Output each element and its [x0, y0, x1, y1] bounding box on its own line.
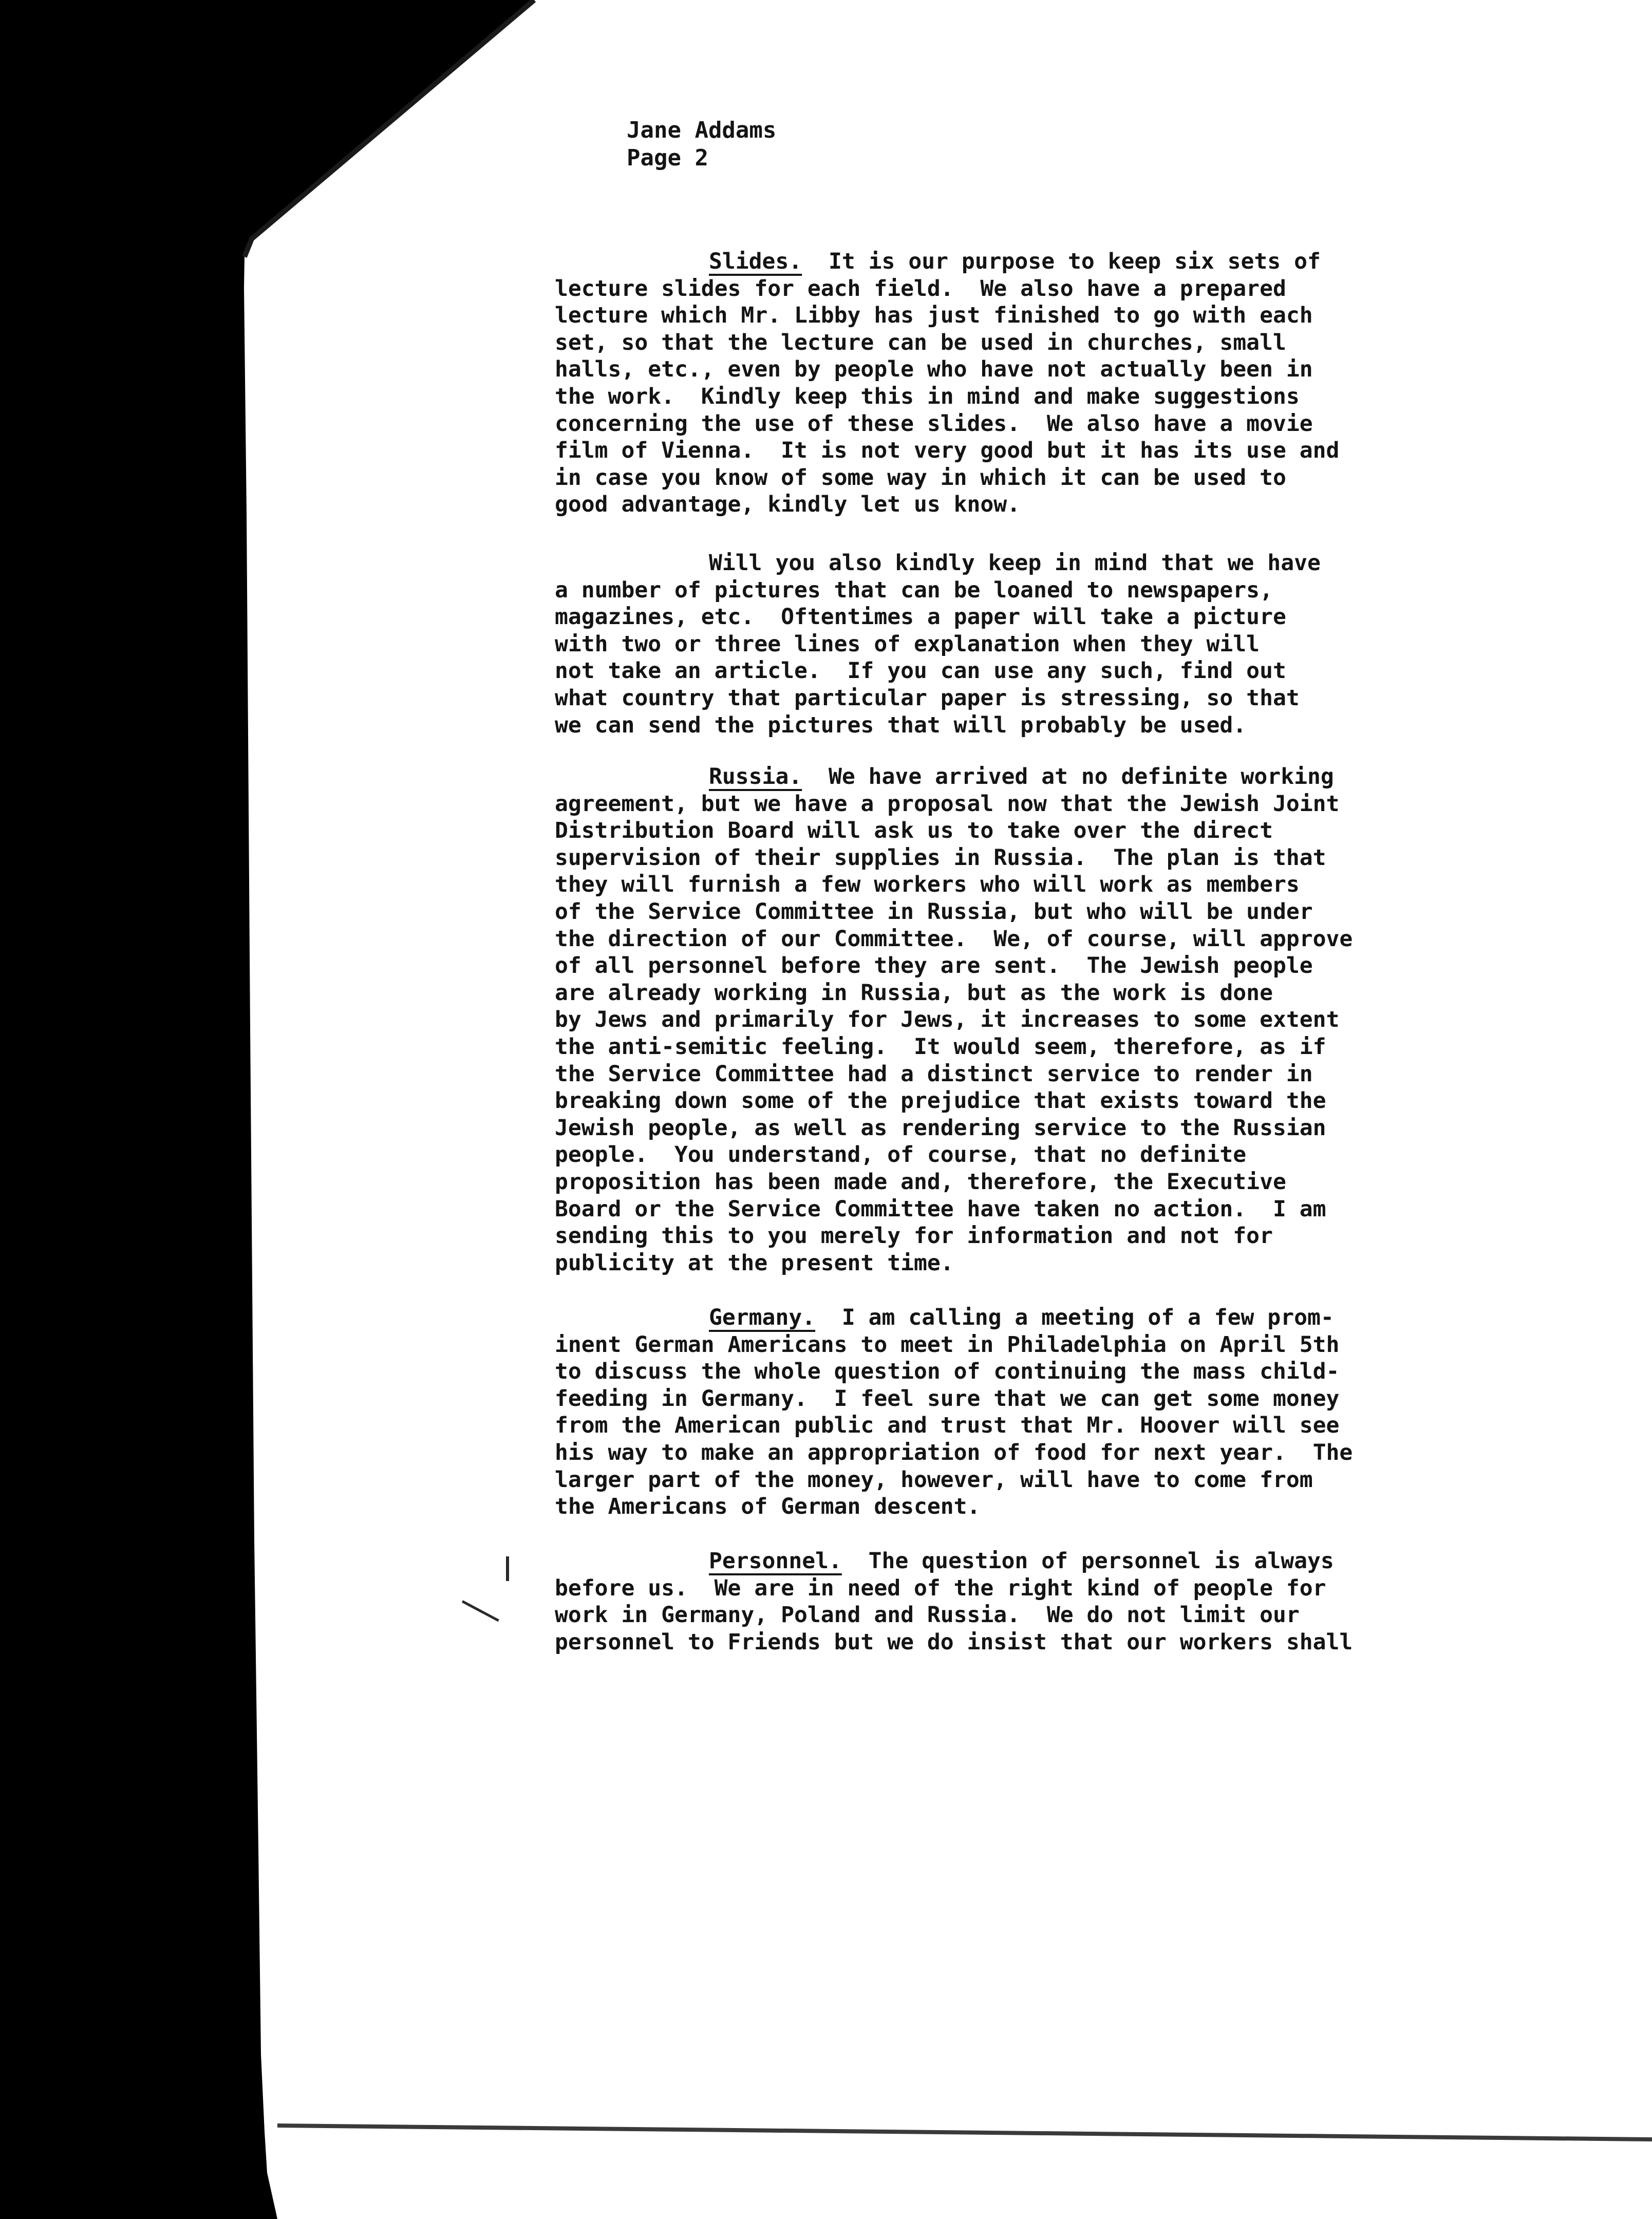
paragraph-line: halls, etc., even by people who have not actually been in: [555, 356, 1313, 382]
paragraph-line: with two or three lines of explanation when they will: [555, 631, 1260, 657]
paragraph-first-line: [709, 766, 1334, 788]
paragraph-line: publicity at the present time.: [555, 1250, 954, 1276]
paragraph-line: a number of pictures that can be loaned to newspapers,: [555, 577, 1273, 603]
paragraph-line: lecture slides for each field. We also have a prepared: [555, 276, 1286, 302]
paragraph-first-line: [709, 552, 1321, 574]
paragraph-line: work in Germany, Poland and Russia. We do not limit our: [555, 1602, 1300, 1628]
paragraph-line: agreement, but we have a proposal now that the Jewish Joint: [555, 791, 1340, 817]
paragraph-line: supervision of their supplies in Russia. The plan is that: [555, 845, 1326, 871]
paragraph-line: we can send the pictures that will probably be used.: [555, 712, 1247, 738]
paragraph-line: lecture which Mr. Libby has just finished to go with each: [555, 303, 1313, 328]
recipient-name: Jane Addams: [627, 117, 777, 143]
paragraph-line: good advantage, kindly let us know.: [555, 492, 1021, 517]
paragraph-line: film of Vienna. It is not very good but it has its use and: [555, 438, 1340, 463]
section-heading: Germany.: [709, 1305, 816, 1330]
paragraph-line: of all personnel before they are sent. The Jewish people: [555, 953, 1313, 979]
paragraph-line: set, so that the lecture can be used in churches, small: [555, 330, 1286, 355]
paragraph-line: are already working in Russia, but as the work is done: [555, 980, 1273, 1006]
paragraph-line: Jewish people, as well as rendering service to the Russian: [555, 1115, 1326, 1141]
page-number: Page 2: [627, 145, 708, 171]
section-heading: Personnel.: [709, 1548, 842, 1574]
paragraph-text: Will you also kindly keep in mind that we have: [709, 550, 1321, 576]
paragraph-first-line: [709, 251, 1321, 273]
paragraph-line: of the Service Committee in Russia, but who will be under: [555, 899, 1313, 925]
paragraph-line: the work. Kindly keep this in mind and make suggestions: [555, 384, 1300, 409]
paragraph-line: the Service Committee had a distinct service to render in: [555, 1061, 1313, 1087]
paragraph-line: inent German Americans to meet in Philadelphia on April 5th: [555, 1332, 1340, 1358]
paragraph-text: We have arrived at no definite working: [802, 764, 1334, 789]
paragraph-line: feeding in Germany. I feel sure that we can get some money: [555, 1386, 1340, 1412]
paragraph-text: It is our purpose to keep six sets of: [802, 249, 1321, 274]
paragraph-line: they will furnish a few workers who will work as members: [555, 872, 1300, 897]
paragraph-first-line: [709, 1307, 1334, 1329]
paragraph-line: what country that particular paper is stressing, so that: [555, 685, 1300, 711]
section-heading: Slides.: [709, 249, 802, 274]
paragraph-line: proposition has been made and, therefore, the Executive: [555, 1169, 1286, 1195]
section-heading: Russia.: [709, 764, 802, 789]
paragraph-line: Distribution Board will ask us to take over the direct: [555, 818, 1273, 843]
paragraph-line: breaking down some of the prejudice that exists toward the: [555, 1088, 1326, 1114]
paragraph-line: in case you know of some way in which it can be used to: [555, 465, 1286, 491]
paragraph-line: by Jews and primarily for Jews, it increases to some extent: [555, 1007, 1340, 1032]
paragraph-line: the anti-semitic feeling. It would seem, therefore, as if: [555, 1034, 1326, 1060]
paragraph-line: larger part of the money, however, will have to come from: [555, 1467, 1313, 1493]
paragraph-line: his way to make an appropriation of food for next year. The: [555, 1440, 1353, 1465]
margin-tick-mark: [506, 1556, 509, 1581]
paragraph-line: Board or the Service Committee have taken no action. I am: [555, 1196, 1326, 1222]
paragraph-line: the Americans of German descent.: [555, 1494, 981, 1519]
paragraph-text: I am calling a meeting of a few prom-: [815, 1305, 1334, 1330]
paragraph-line: the direction of our Committee. We, of course, will approve: [555, 926, 1353, 952]
paragraph-line: not take an article. If you can use any such, find out: [555, 658, 1286, 684]
paragraph-line: before us. We are in need of the right kind of people for: [555, 1575, 1326, 1601]
paragraph-line: magazines, etc. Oftentimes a paper will take a picture: [555, 604, 1286, 630]
paragraph-line: concerning the use of these slides. We also have a movie: [555, 411, 1313, 437]
paragraph-text: The question of personnel is always: [841, 1548, 1334, 1574]
paragraph-first-line: [709, 1550, 1334, 1572]
paragraph-line: from the American public and trust that Mr. Hoover will see: [555, 1413, 1340, 1438]
paragraph-line: to discuss the whole question of continuing the mass child-: [555, 1359, 1340, 1384]
paragraph-line: people. You understand, of course, that no definite: [555, 1142, 1247, 1168]
paragraph-line: sending this to you merely for information and not for: [555, 1223, 1273, 1249]
paragraph-line: personnel to Friends but we do insist that our workers shall: [555, 1629, 1353, 1655]
